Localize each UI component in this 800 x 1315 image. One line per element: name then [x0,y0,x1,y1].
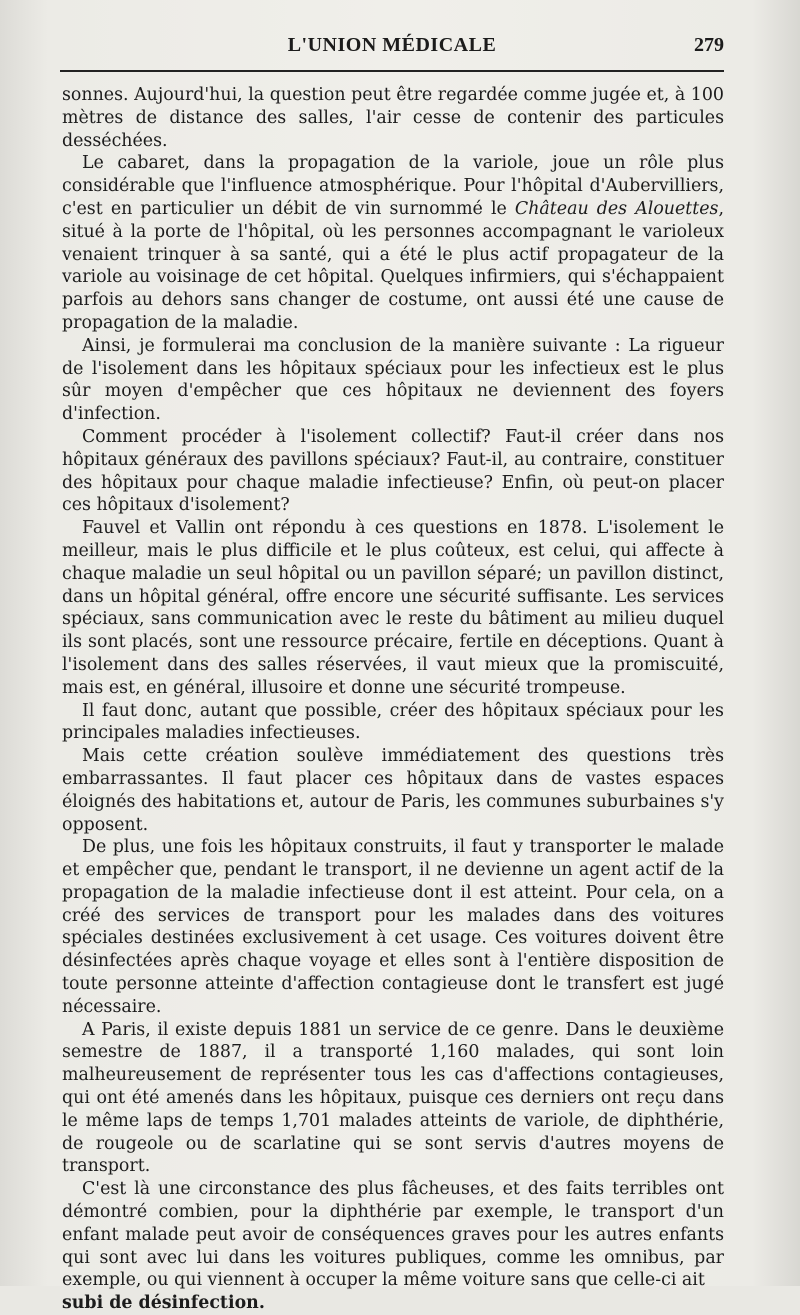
body-text [62,84,724,1315]
paragraph: Ainsi, je formulerai ma conclusion de la manière suivante : La rigueur de l'isolement dans les hôpitaux spéciaux pour les infectieux est le plus sûr moyen d'empêcher que ces hôpitaux ne deviennent des foyers d'infection. [62,335,724,425]
italic-place-name: Château des Alouettes [514,198,719,219]
paragraph: Fauvel et Vallin ont répondu à ces questions en 1878. L'isolement le meilleur, mais le plus difficile et le plus coûteux, est celui, qui affecte à chaque maladie un seul hôpital ou un pavillon séparé; un pavillon distinct, dans un hôpital général, offre encore une sécurité suffisante. Les services spéciaux, sans communication avec le reste du bâtiment au milieu duquel ils sont placés, sont une ressource précaire, fertile en déceptions. Quant à l'isolement dans des salles réservées, il vaut mieux que la promiscuité, mais est, en général, illusoire et donne une sécurité trompeuse. [62,518,724,698]
running-header [60,34,724,64]
paragraph: Le cabaret, dans la propagation de la variole, joue un rôle plus considérable que l'influence atmosphérique. Pour l'hôpital d'Aubervilliers, c'est en particulier un débit de vin surnommé le Château des Alouettes, situé à la porte de l'hôpital, où les personnes accompagnant le varioleux venaient trinquer à sa santé, qui a été le plus actif propagateur de la variole au voisinage de cet hôpital. Quelques infirmiers, qui s'échappaient parfois au dehors sans changer de costume, ont aussi été une cause de propagation de la maladie. [62,153,725,333]
header-rule [60,70,724,72]
paragraph: De plus, une fois les hôpitaux construits, il faut y transporter le malade et empêcher que, pendant le transport, il ne devienne un agent actif de la propagation de la maladie infectieuse dont il est atteint. Pour cela, on a créé des services de transport pour les malades dans des voitures spéciales destinées exclusivement à cet usage. Ces voitures doivent être désinfectées après chaque voyage et elles sont à l'entière disposition de toute personne atteinte d'affection contagieuse dont le transfert est jugé nécessaire. [62,837,724,1017]
page-number: 279 [694,34,724,56]
running-title: L'UNION MÉDICALE [287,34,497,56]
paragraph: C'est là une circonstance des plus fâcheuses, et des faits terribles ont démontré combien, pour la diphthérie par exemple, le transport d'un enfant malade peut avoir de conséquences graves pour les autres enfants qui sont avec lui dans les voitures publiques, comme les omnibus, par exemple, ou qui viennent à occuper la même voiture sans que celle-ci ait [62,1179,724,1291]
paragraph: Il faut donc, autant que possible, créer des hôpitaux spéciaux pour les principales maladies infectieuses. [62,700,724,744]
paragraph: Mais cette création soulève immédiatement des questions très embarrassantes. Il faut placer ces hôpitaux dans de vastes espaces éloignés des habitations et, autour de Paris, les communes suburbaines s'y opposent. [62,746,724,835]
final-line: subi de désinfection. [62,1293,265,1314]
paragraph: sonnes. Aujourd'hui, la question peut être regardée comme jugée et, à 100 mètres de distance des salles, l'air cesse de contenir des particules desséchées. [62,85,724,151]
paragraph: A Paris, il existe depuis 1881 un service de ce genre. Dans le deuxième semestre de 1887, il a transporté 1,160 malades, qui sont loin malheureusement de représenter tous les cas d'affections contagieuses, qui ont été amenés dans les hôpitaux, puisque ces derniers ont reçu dans le même laps de temps 1,701 malades atteints de variole, de diphthérie, de rougeole ou de scarlatine qui se sont servis d'autres moyens de transport. [62,1019,724,1177]
paragraph: Comment procéder à l'isolement collectif? Faut-il créer dans nos hôpitaux généraux des pavillons spéciaux? Faut-il, au contraire, constituer des hôpitaux pour chaque maladie infectieuse? Enfin, où peut-on placer ces hôpitaux d'isolement? [62,426,724,516]
